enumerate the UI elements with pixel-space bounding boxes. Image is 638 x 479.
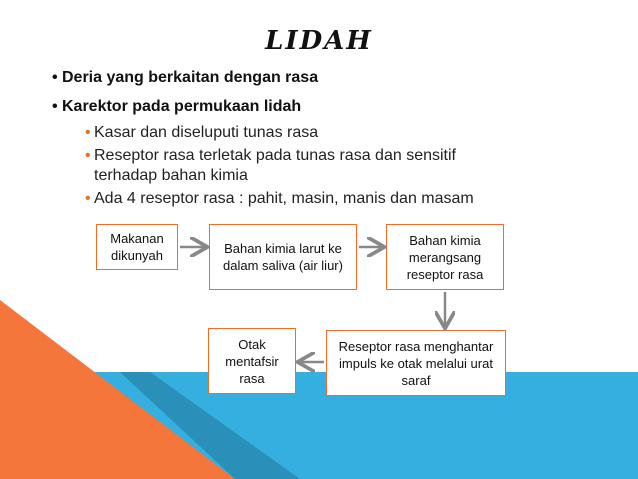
- subbullet-text: Kasar dan diseluputi tunas rasa: [94, 124, 319, 141]
- subbullet-marker: •: [85, 147, 91, 164]
- flow-box-label: Makanan dikunyah: [110, 231, 164, 263]
- bullet-marker: •: [52, 98, 58, 115]
- page-title: LIDAH: [265, 26, 373, 56]
- bullet-text: Karektor pada permukaan lidah: [62, 98, 302, 115]
- subbullet-text: Reseptor rasa terletak pada tunas rasa dan sensitif: [94, 147, 456, 164]
- subbullet-marker: •: [85, 124, 91, 141]
- flow-box-label: Bahan kimia merangsang reseptor rasa: [406, 232, 484, 282]
- flow-box-label: Reseptor rasa menghantar impuls ke otak melalui urat saraf: [338, 338, 494, 388]
- flow-box-label: Otak mentafsir rasa: [225, 336, 279, 386]
- subbullet-text: Ada 4 reseptor rasa : pahit, masin, manis dan masam: [94, 190, 474, 207]
- bullet-text: Deria yang berkaitan dengan rasa: [62, 69, 319, 86]
- flow-box-label: Bahan kimia larut ke dalam saliva (air liur): [223, 241, 343, 273]
- bullet-marker: •: [52, 69, 58, 86]
- subbullet-marker: •: [85, 190, 91, 207]
- subbullet-text-continued: terhadap bahan kimia: [94, 167, 248, 184]
